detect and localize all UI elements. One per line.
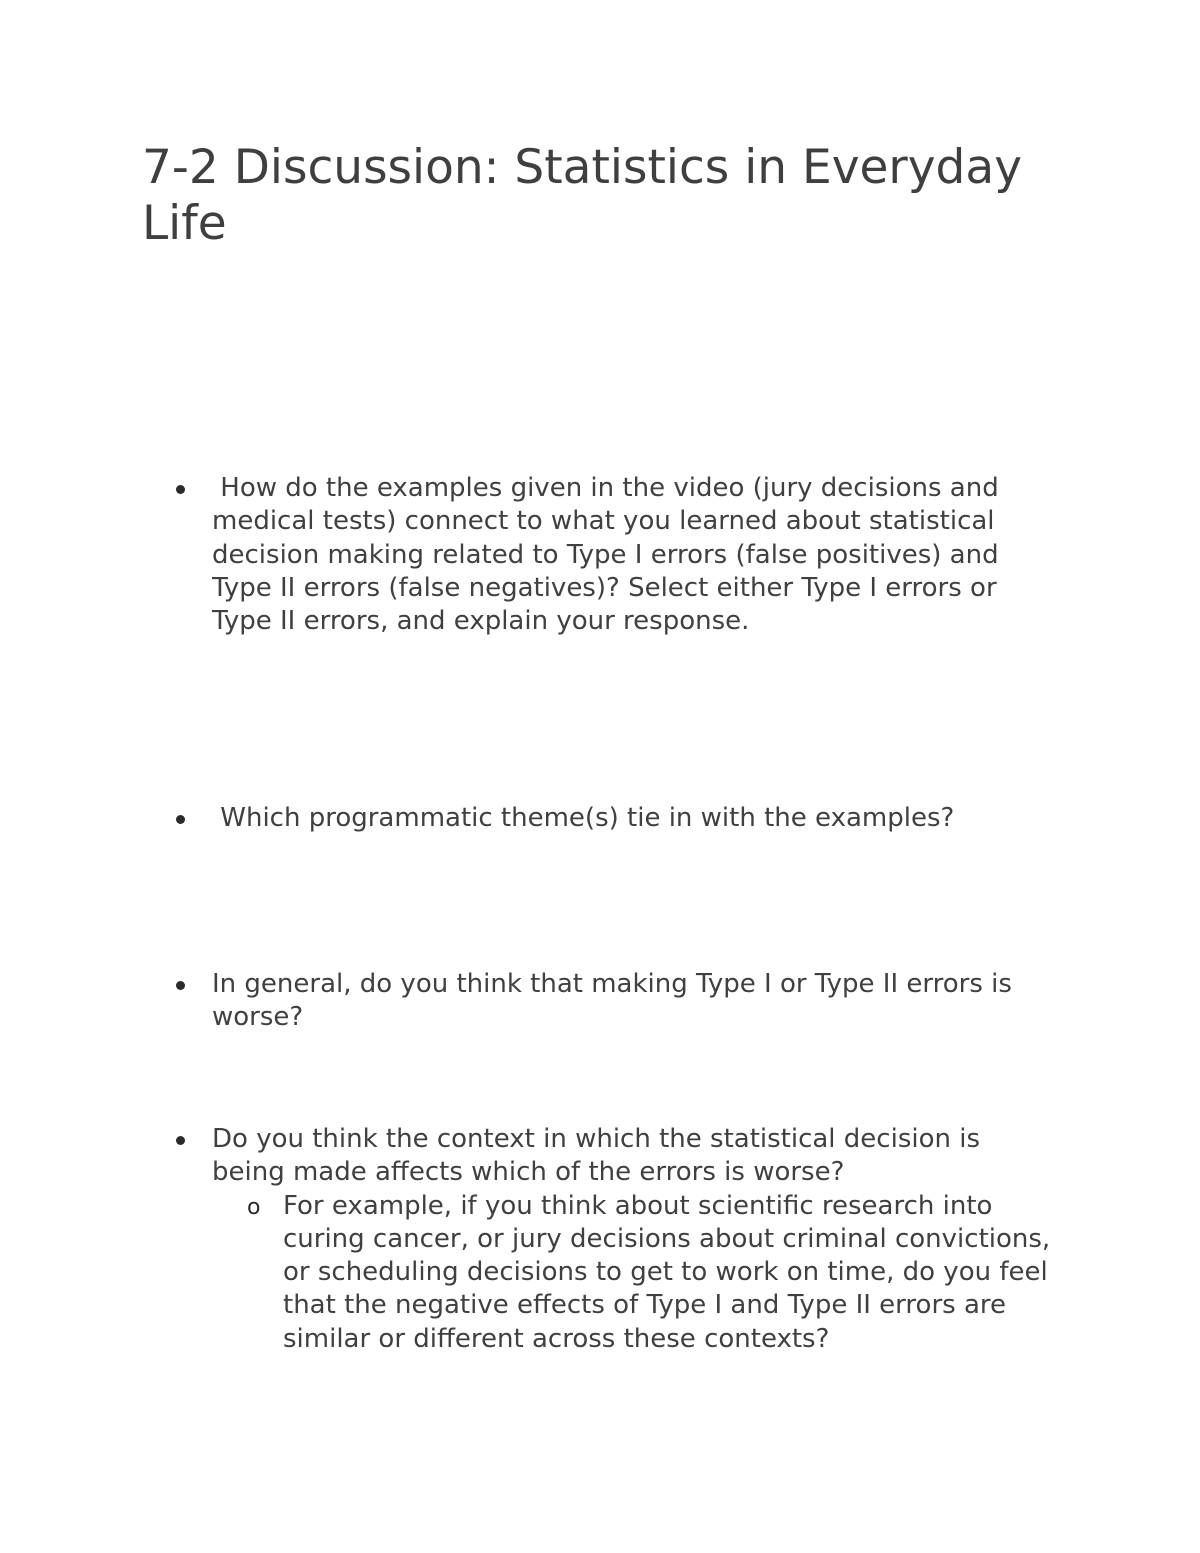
question-text: Do you think the context in which the statistical decision is being made affects which of the errors is worse?: [212, 1124, 981, 1188]
question-text: In general, do you think that making Type I or Type II errors is worse?: [212, 969, 1012, 1033]
list-item: [212, 1123, 1051, 1356]
sub-question-text: For example, if you think about scientific research into curing cancer, or jury decisions about criminal convictions, or scheduling decisions to get to work on time, do you feel that the negative effects of Type I and Type II errors are similar or different across these contexts?: [283, 1190, 1051, 1354]
question-text: How do the examples given in the video (jury decisions and medical tests) connect to what you learned about statistical decision making related to Type I errors (false positives) and Type II errors (false negatives)? Select either Type I errors or Type II errors, and explain your response.: [212, 473, 1007, 637]
document-title: 7-2 Discussion: Statistics in Everyday Life: [142, 140, 1023, 251]
list-item: [212, 968, 1042, 1035]
question-text: Which programmatic theme(s) tie in with the examples?: [212, 803, 955, 833]
list-item: [212, 802, 1042, 835]
sub-list-item: [247, 1190, 1058, 1356]
list-item: [212, 472, 1042, 638]
sub-bullet-marker: o: [247, 1194, 261, 1220]
